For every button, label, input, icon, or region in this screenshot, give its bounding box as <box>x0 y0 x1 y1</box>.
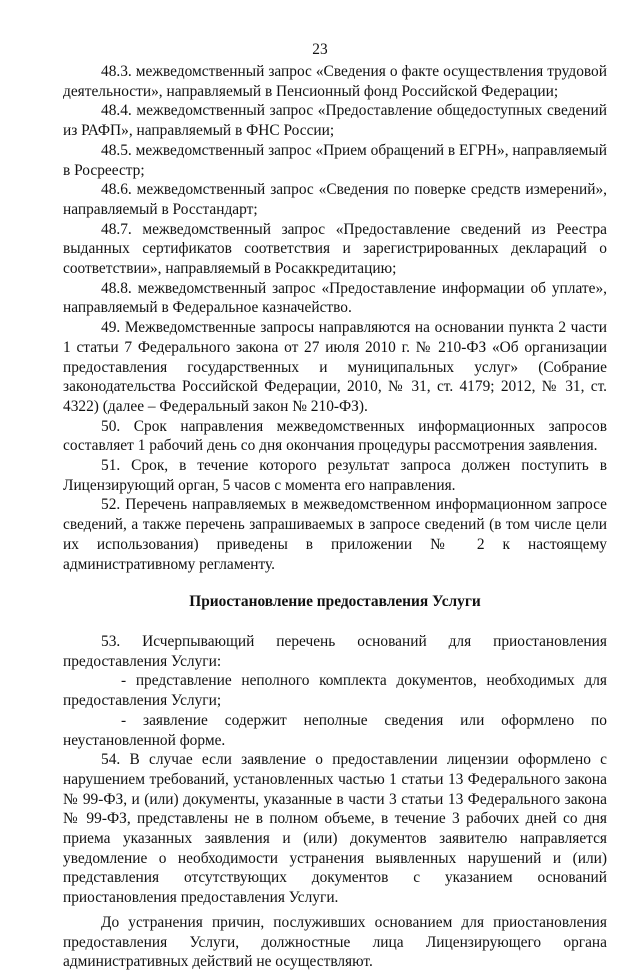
paragraph-54-continued: До устранения причин, послуживших основанием для приостановления предоставления Услуги, должностные лица Лицензирующего органа административных действий не осуществляют. <box>63 913 607 971</box>
paragraph-48-7: 48.7. межведомственный запрос «Предоставление сведений из Реестра выданных сертификатов соответствия и зарегистрированных деклараций о соответствии», направляемый в Росаккредитацию; <box>63 220 607 278</box>
paragraph-48-8: 48.8. межведомственный запрос «Предоставление информации об уплате», направляемый в Федеральное казначейство. <box>63 279 607 317</box>
list-item-incomplete-documents: - представление неполного комплекта документов, необходимых для предоставления Услуги; <box>63 672 607 710</box>
paragraph-52: 52. Перечень направляемых в межведомственном информационном запросе сведений, а также перечень запрашиваемых в запросе сведений (в том числе цели их использования) приведены в приложении № 2 к настоящему административному регламенту. <box>63 496 607 573</box>
paragraph-48-5: 48.5. межведомственный запрос «Прием обращений в ЕГРН», направляемый в Росреестр; <box>63 141 607 179</box>
page-number: 23 <box>312 41 328 58</box>
paragraph-48-4: 48.4. межведомственный запрос «Предоставление общедоступных сведений из РАФП», направляемый в ФНС России; <box>63 102 607 140</box>
paragraph-49: 49. Межведомственные запросы направляются на основании пункта 2 части 1 статьи 7 Федерального закона от 27 июля 2010 г. № 210-ФЗ «Об организации предоставления государственных и муниципальных услуг» (Собрание законодательства Российской Федерации, 2010, № 31, ст. 4179; 2012, № 31, ст. 4322) (далее – Федеральный закон № 210-ФЗ). <box>63 319 607 415</box>
list-item-incomplete-application: - заявление содержит неполные сведения или оформлено по неустановленной форме. <box>63 711 607 749</box>
document-body <box>63 62 607 972</box>
paragraph-48-3: 48.3. межведомственный запрос «Сведения о факте осуществления трудовой деятельности», направляемый в Пенсионный фонд Российской Федерации; <box>63 63 607 100</box>
paragraph-48-6: 48.6. межведомственный запрос «Сведения по поверке средств измерений», направляемый в Росстандарт; <box>63 181 607 218</box>
paragraph-53: 53. Исчерпывающий перечень оснований для приостановления предоставления Услуги: <box>63 632 607 670</box>
paragraph-50: 50. Срок направления межведомственных информационных запросов составляет 1 рабочий день со дня окончания процедуры рассмотрения заявления. <box>63 417 607 455</box>
paragraph-51: 51. Срок, в течение которого результат запроса должен поступить в Лицензирующий орган, 5 часов с момента его направления. <box>63 457 607 494</box>
paragraph-54: 54. В случае если заявление о предоставлении лицензии оформлено с нарушением требований, установленных частью 1 статьи 13 Федерального закона № 99-ФЗ, и (или) документы, указанные в части 3 статьи 13 Федерального закона № 99-ФЗ, представлены не в полном объеме, в течение 3 рабочих дней со дня приема указанных заявления и (или) документов заявителю направляется уведомление о необходимости устранения выявленных нарушений и (или) представления отсутствующих документов с указанием оснований приостановления предоставления Услуги. <box>63 751 607 907</box>
section-heading: Приостановление предоставления Услуги <box>189 593 481 611</box>
